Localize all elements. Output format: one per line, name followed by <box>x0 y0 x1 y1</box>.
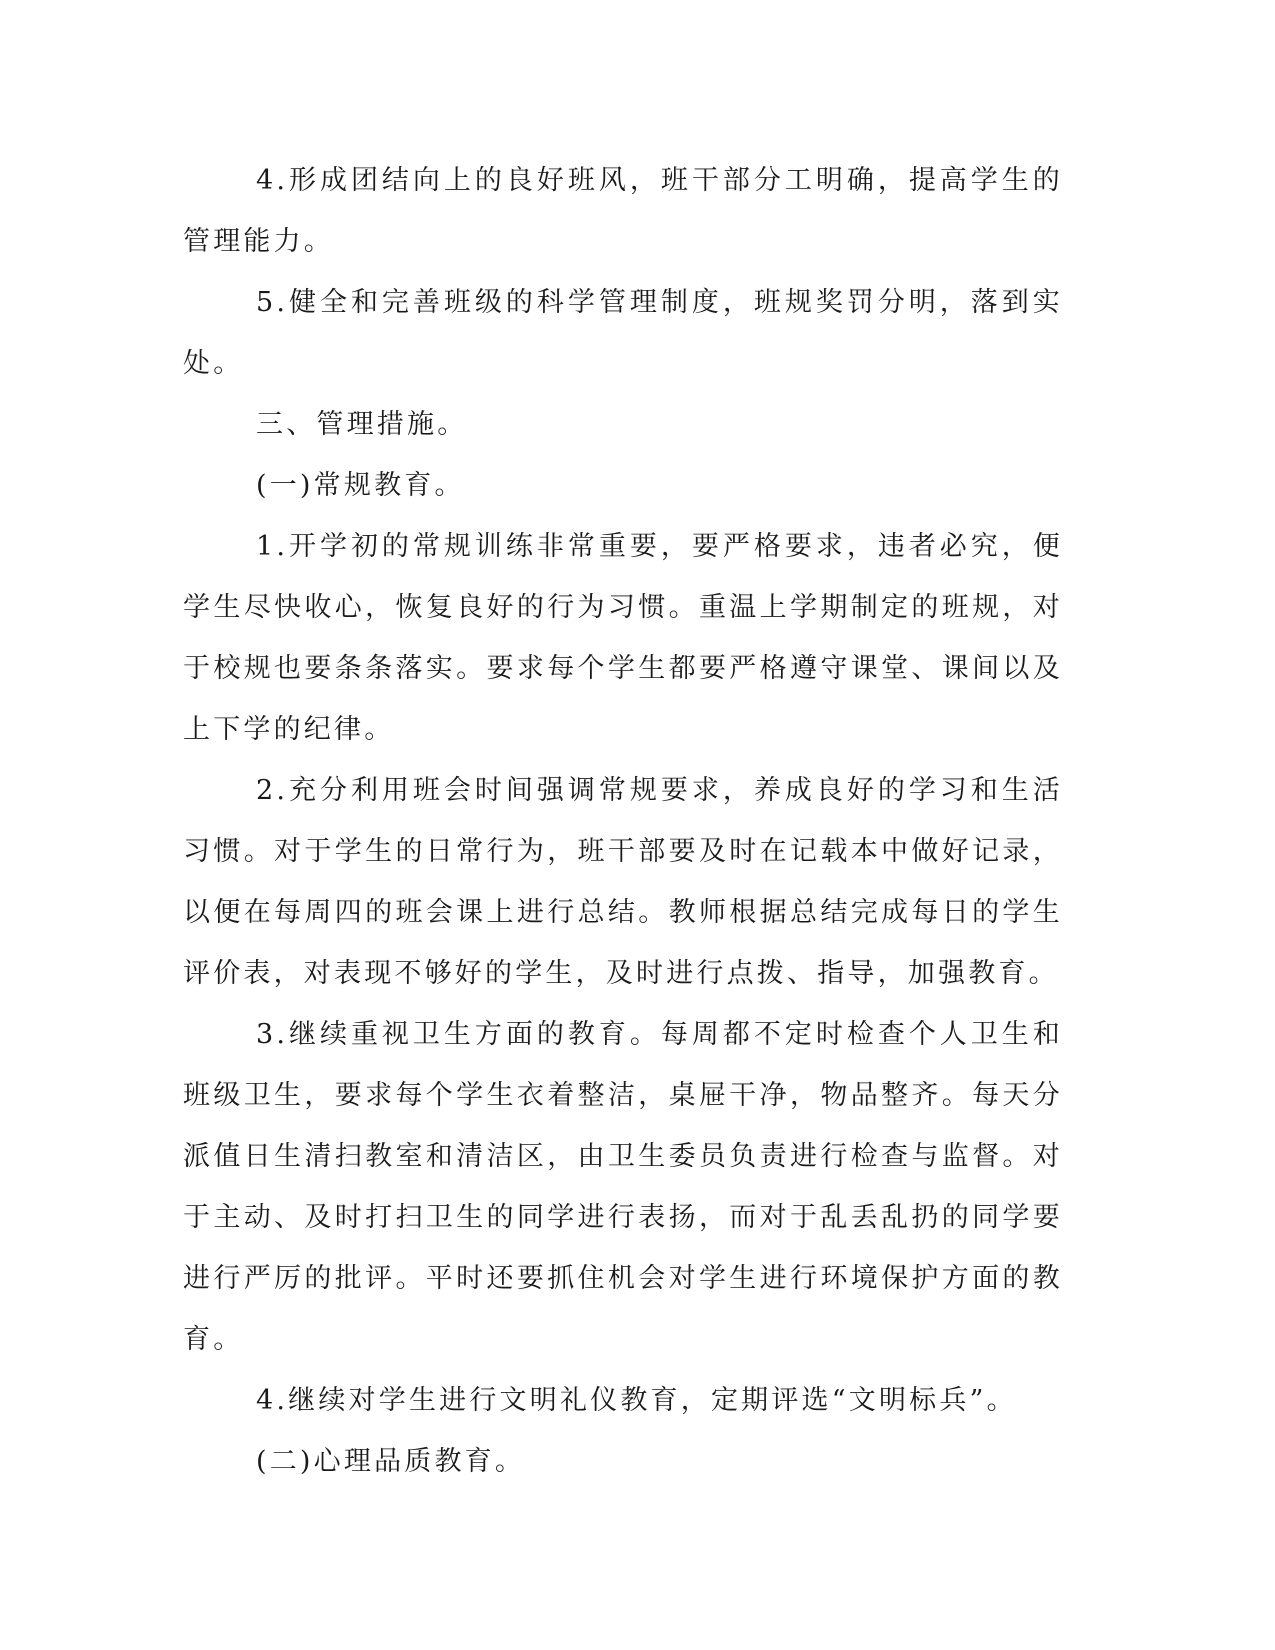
paragraph-routine-3: 3.继续重视卫生方面的教育。每周都不定时检查个人卫生和班级卫生，要求每个学生衣着整洁，桌屉干净，物品整齐。每天分派值日生清扫教室和清洁区，由卫生委员负责进行检查与监督。对于主动、及时打扫卫生的同学进行表扬，而对于乱丢乱扔的同学要进行严厉的批评。平时还要抓住机会对学生进行环境保护方面的教育。 <box>183 1019 1063 1355</box>
document-body <box>183 150 1063 1492</box>
paragraph-goal-5: 5.健全和完善班级的科学管理制度，班规奖罚分明，落到实处。 <box>183 287 1063 379</box>
paragraph-routine-4: 4.继续对学生进行文明礼仪教育，定期评选“文明标兵”。 <box>256 1385 1017 1416</box>
subsection-heading-psychology: (二)心理品质教育。 <box>256 1446 526 1477</box>
paragraph-routine-2: 2.充分利用班会时间强调常规要求，养成良好的学习和生活习惯。对于学生的日常行为，班干部要及时在记载本中做好记录，以便在每周四的班会课上进行总结。教师根据总结完成每日的学生评价表，对表现不够好的学生，及时进行点拨、指导，加强教育。 <box>183 775 1063 989</box>
subsection-heading-routine: (一)常规教育。 <box>256 470 465 501</box>
paragraph-goal-4: 4.形成团结向上的良好班风，班干部分工明确，提高学生的管理能力。 <box>183 165 1063 257</box>
paragraph-routine-1: 1.开学初的常规训练非常重要，要严格要求，违者必究，便学生尽快收心，恢复良好的行为习惯。重温上学期制定的班规，对于校规也要条条落实。要求每个学生都要严格遵守课堂、课间以及上下学的纪律。 <box>183 531 1063 745</box>
section-heading-measures: 三、管理措施。 <box>256 409 468 440</box>
